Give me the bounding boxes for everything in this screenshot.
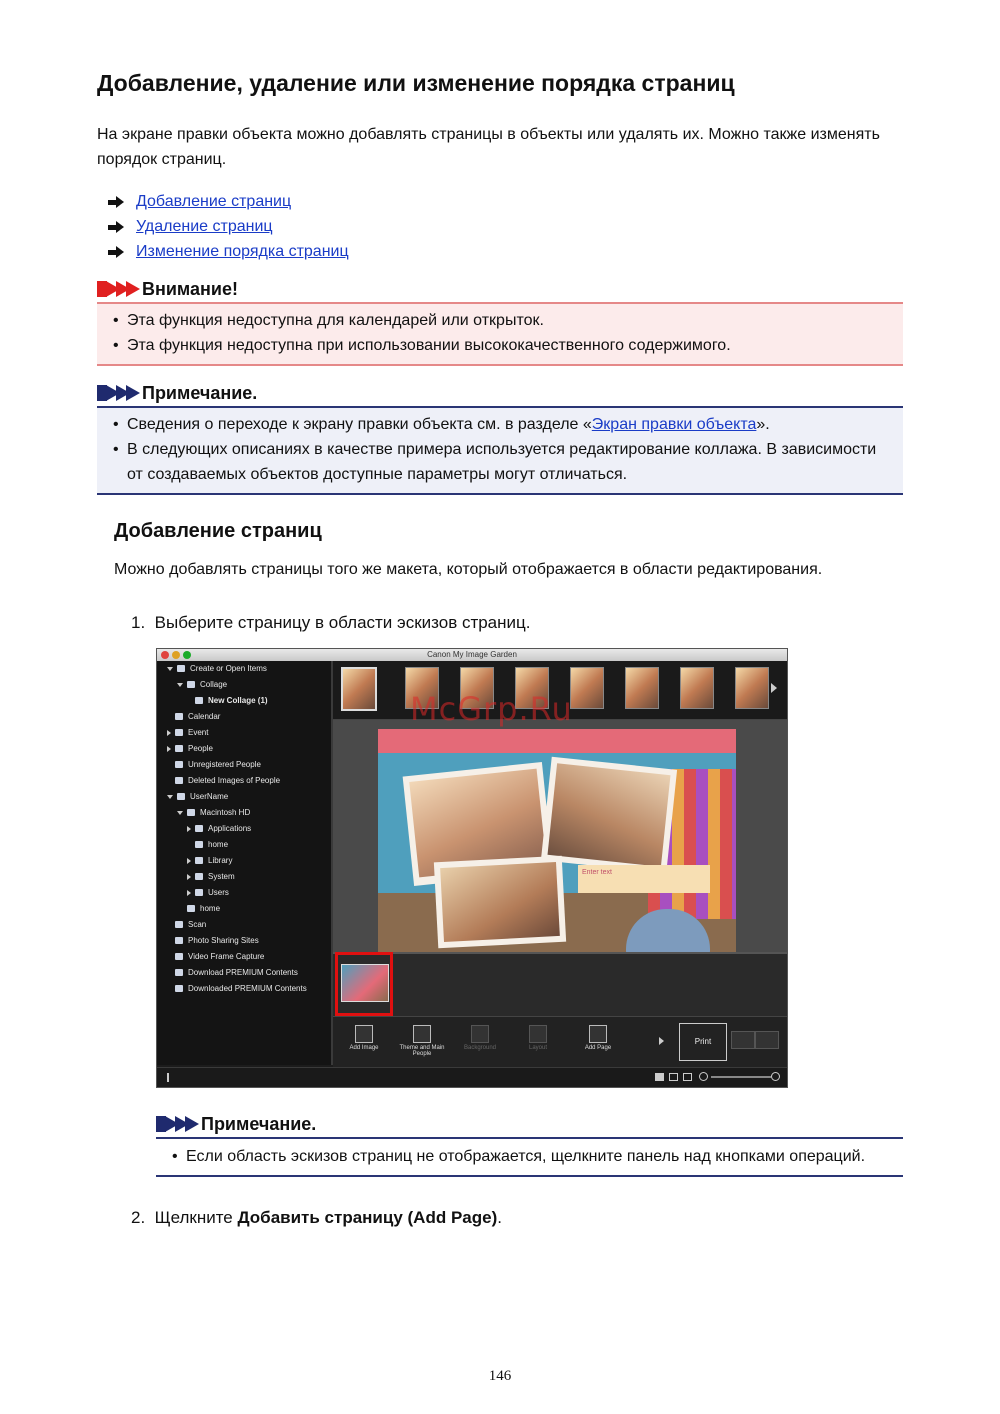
step-2: 2. Щелкните Добавить страницу (Add Page). <box>131 1208 502 1227</box>
note-item: • Сведения о переходе к экрану правки объекта см. в разделе «Экран правки объекта». <box>97 412 903 437</box>
sidebar-item[interactable]: New Collage (1) <box>195 696 268 705</box>
sidebar-item[interactable]: Calendar <box>175 712 220 721</box>
caution-heading: Внимание! <box>142 278 238 299</box>
layout-icon <box>529 1025 547 1043</box>
item-thumbnail[interactable] <box>680 667 714 709</box>
link-delete-pages[interactable]: Удаление страниц <box>136 218 273 235</box>
photo-frame <box>434 856 566 949</box>
add-image-button[interactable]: Add Image <box>339 1025 389 1051</box>
link-add-pages[interactable]: Добавление страниц <box>136 193 292 210</box>
link-reorder-pages[interactable]: Изменение порядка страниц <box>136 243 349 260</box>
layout-button[interactable]: Layout <box>513 1025 563 1051</box>
theme-button[interactable]: Theme and Main People <box>397 1025 447 1057</box>
caution-box <box>97 276 903 366</box>
add-page-button[interactable]: Add Page <box>573 1025 623 1051</box>
sidebar-item[interactable]: Video Frame Capture <box>175 952 264 961</box>
sidebar-item[interactable]: Create or Open Items <box>167 664 267 673</box>
zoom-in-icon[interactable] <box>771 1072 780 1081</box>
watermark: McGrp.Ru <box>410 690 573 728</box>
scalloped-border <box>378 729 736 753</box>
note-icon <box>156 1116 195 1132</box>
view-mode-icon[interactable] <box>669 1073 678 1081</box>
caution-icon <box>97 281 136 297</box>
item-thumbnail[interactable] <box>341 667 377 711</box>
zoom-slider[interactable] <box>711 1076 771 1078</box>
forward-arrow-icon[interactable] <box>755 1031 779 1049</box>
text-box[interactable]: Enter text <box>578 865 710 893</box>
sidebar-item[interactable]: System <box>187 872 235 881</box>
sidebar-item[interactable]: Event <box>167 728 208 737</box>
operation-toolbar <box>333 1016 787 1067</box>
zoom-out-icon[interactable] <box>699 1072 708 1081</box>
fit-icon[interactable] <box>683 1073 692 1081</box>
add-page-icon <box>589 1025 607 1043</box>
sidebar-item[interactable]: home <box>195 840 228 849</box>
sidebar-item[interactable]: home <box>187 904 220 913</box>
arrow-right-icon <box>108 221 124 233</box>
note-icon <box>97 385 136 401</box>
sidebar-item[interactable]: Library <box>187 856 232 865</box>
window-titlebar <box>157 649 787 661</box>
step-1: 1. Выберите страницу в области эскизов страниц. <box>131 613 531 632</box>
print-button[interactable]: Print <box>679 1023 727 1061</box>
section-text: Можно добавлять страницы того же макета, который отображается в области редактирования. <box>114 561 823 578</box>
close-dot-icon <box>161 651 169 659</box>
section-heading: Добавление страниц <box>114 520 322 542</box>
add-image-icon <box>355 1025 373 1043</box>
info-icon[interactable] <box>167 1073 169 1082</box>
background-button[interactable]: Background <box>455 1025 505 1051</box>
minimize-dot-icon <box>172 651 180 659</box>
page-thumbnails-area[interactable] <box>333 952 787 1016</box>
item-thumbnail[interactable] <box>570 667 604 709</box>
toolbar-scroll-icon[interactable] <box>659 1037 664 1045</box>
sidebar-item[interactable]: Macintosh HD <box>177 808 250 817</box>
back-arrow-icon[interactable] <box>731 1031 755 1049</box>
note-heading: Примечание. <box>142 382 258 403</box>
note-box <box>97 380 903 495</box>
link-object-edit-screen[interactable]: Экран правки объекта <box>591 416 757 433</box>
intro-paragraph: На экране правки объекта можно добавлять страницы в объекты или удалять их. Можно также изменять порядок страниц. <box>97 126 880 168</box>
view-mode-icon[interactable] <box>655 1073 664 1081</box>
caution-item: • Эта функция недоступна для календарей или открыток. <box>97 308 903 333</box>
note-item: • В следующих описаниях в качестве примера используется редактирование коллажа. В зависимости от создаваемых объектов доступные параметры могут отличаться. <box>97 437 903 487</box>
sidebar-item[interactable]: UserName <box>167 792 228 801</box>
scroll-right-icon[interactable] <box>771 683 777 693</box>
sidebar-item[interactable]: Download PREMIUM Contents <box>175 968 298 977</box>
status-bar <box>157 1067 787 1088</box>
sidebar-item[interactable]: Scan <box>175 920 206 929</box>
sidebar-item[interactable]: People <box>167 744 213 753</box>
sidebar-item[interactable]: Photo Sharing Sites <box>175 936 259 945</box>
collage-canvas[interactable] <box>378 729 736 957</box>
sidebar-item[interactable]: Deleted Images of People <box>175 776 280 785</box>
sidebar <box>157 661 333 1065</box>
background-icon <box>471 1025 489 1043</box>
theme-icon <box>413 1025 431 1043</box>
sidebar-item[interactable]: Collage <box>177 680 227 689</box>
arrow-right-icon <box>108 196 124 208</box>
page-number: 146 <box>488 1368 512 1384</box>
caution-item: • Эта функция недоступна при использовании высококачественного содержимого. <box>97 333 903 358</box>
note-heading: Примечание. <box>201 1113 317 1134</box>
selection-highlight <box>335 952 393 1016</box>
window-title: Canon My Image Garden <box>427 650 517 659</box>
zoom-dot-icon <box>183 651 191 659</box>
sidebar-item[interactable]: Unregistered People <box>175 760 261 769</box>
arrow-right-icon <box>108 246 124 258</box>
sidebar-item[interactable]: Applications <box>187 824 251 833</box>
sidebar-item[interactable]: Users <box>187 888 229 897</box>
note-box-2 <box>156 1111 903 1177</box>
page-title: Добавление, удаление или изменение порядка страниц <box>97 70 735 96</box>
note-item: • Если область эскизов страниц не отображается, щелкните панель над кнопками операций. <box>156 1144 903 1169</box>
section-links <box>108 189 349 264</box>
item-thumbnail[interactable] <box>735 667 769 709</box>
sidebar-item[interactable]: Downloaded PREMIUM Contents <box>175 984 307 993</box>
item-thumbnail[interactable] <box>625 667 659 709</box>
